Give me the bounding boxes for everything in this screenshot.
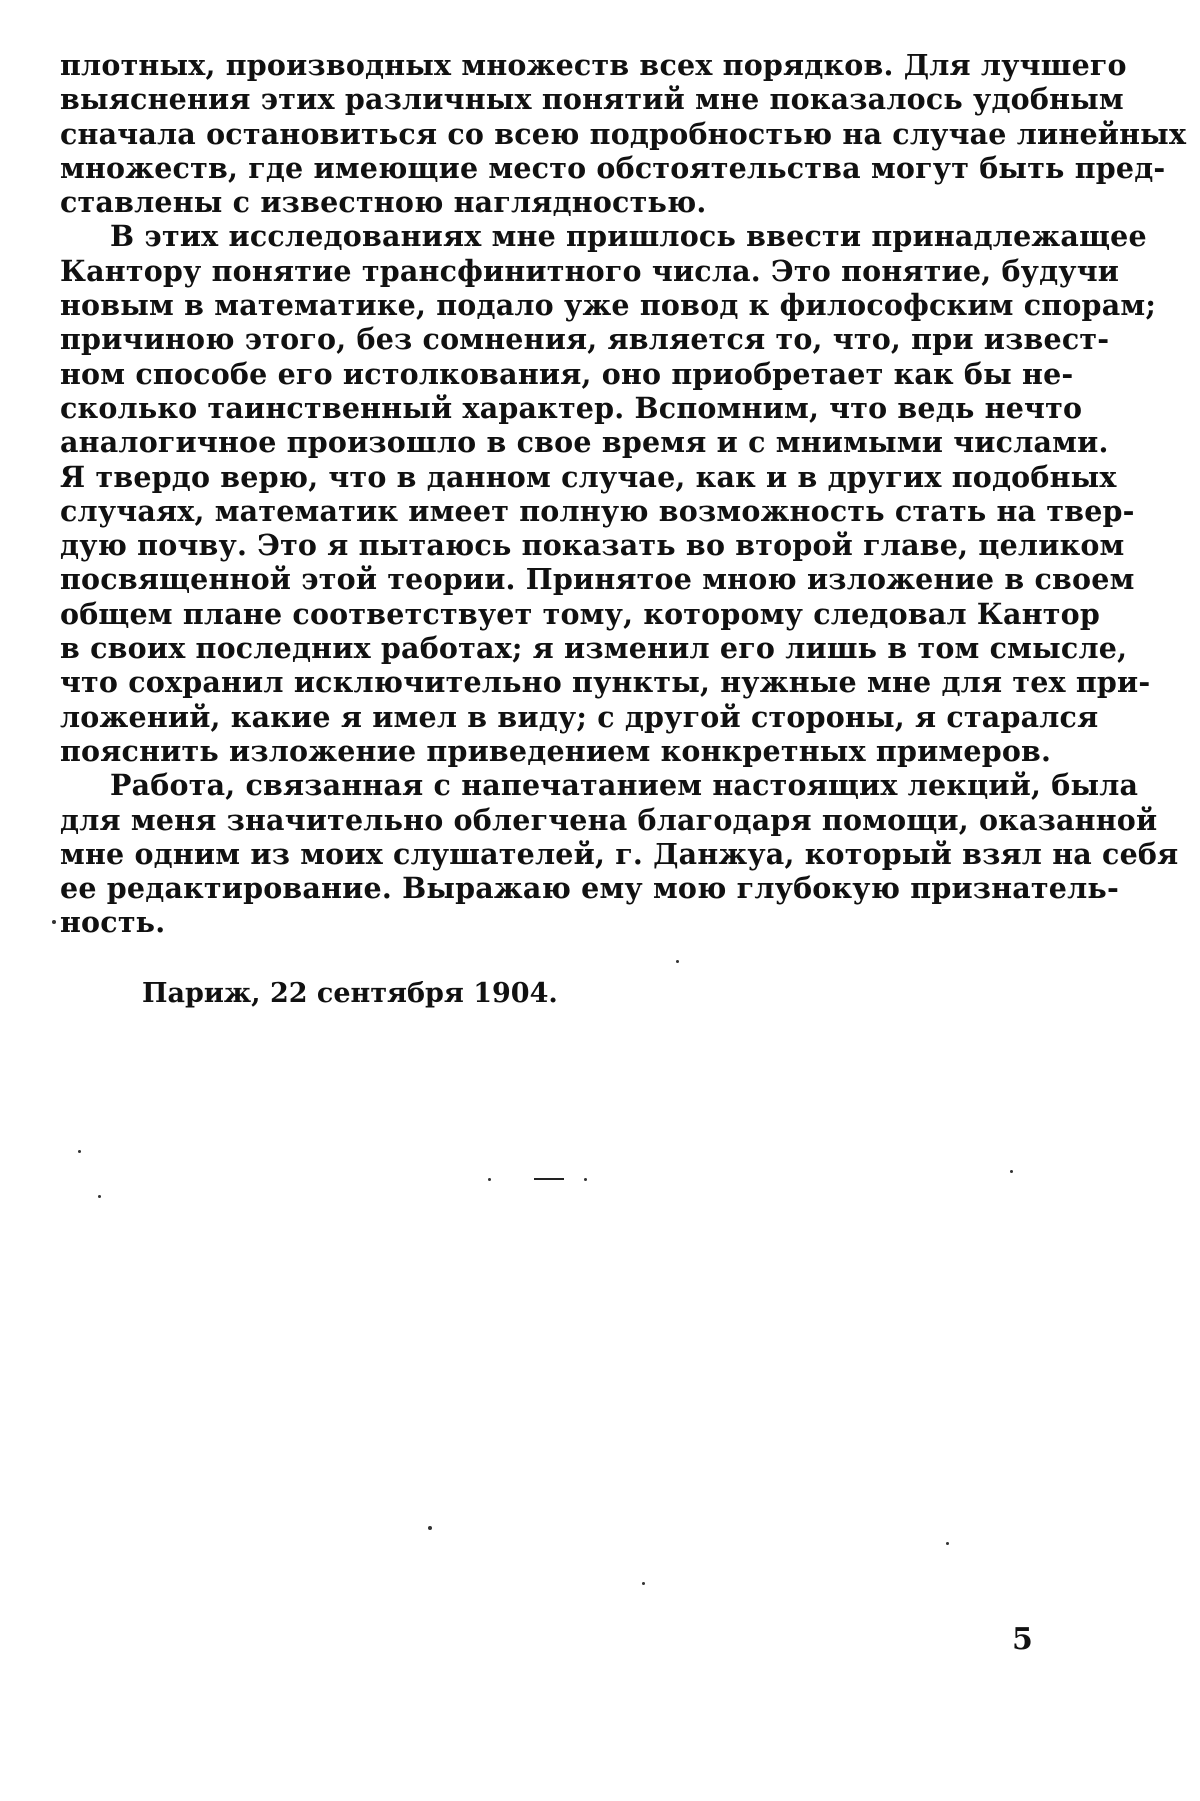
text-line: сколько таинственный характер. Вспомним, что ведь нечто [60,390,1083,425]
place-date-signature: Париж, 22 сентября 1904. [142,978,558,1009]
body-text [60,48,1187,940]
scan-speck [946,1542,949,1545]
text-line: мне одним из моих слушателей, г. Данжуа, который взял на себя [60,836,1179,871]
scan-speck [98,1195,101,1198]
paragraph-2 [60,219,1157,768]
text-line: в своих последних работах; я изменил его лишь в том смысле, [60,631,1128,666]
text-line: случаях, математик имеет полную возможность стать на твер- [60,493,1135,528]
paragraph-1 [60,48,1187,220]
scan-speck [78,1150,81,1153]
text-line: общем плане соответствует тому, которому следовал Кантор [60,596,1100,631]
paragraph-3 [60,768,1179,940]
text-line: ставлены с известною наглядностью. [60,185,707,220]
scan-speck [52,920,56,924]
scan-speck [642,1582,645,1585]
text-line: В этих исследованиях мне пришлось ввести принадлежащее [110,219,1147,254]
text-line: посвященной этой теории. Принятое мною изложение в своем [60,562,1135,597]
scan-speck [1010,1170,1013,1173]
text-line: плотных, производных множеств всех порядков. Для лучшего [60,48,1127,82]
text-line: Кантору понятие трансфинитного числа. Это понятие, будучи [60,253,1120,288]
text-line: ее редактирование. Выражаю ему мою глубокую признатель- [60,871,1119,906]
text-line: новым в математике, подало уже повод к философским спорам; [60,288,1157,323]
text-line: аналогичное произошло в свое время и с мнимыми числами. [60,425,1109,460]
text-line: для меня значительно облегчена благодаря помощи, оказанной [60,802,1158,837]
text-line: ность. [60,905,166,940]
scan-speck [488,1178,491,1181]
text-line: пояснить изложение приведением конкретных примеров. [60,733,1052,768]
text-line: Работа, связанная с напечатанием настоящих лекций, была [110,768,1139,803]
text-line: выяснения этих различных понятий мне показалось удобным [60,82,1124,117]
scan-speck [584,1178,587,1181]
text-line: причиною этого, без сомнения, является то, что, при извест- [60,322,1110,357]
text-line: сначала остановиться со всею подробностью на случае линейных [60,116,1187,151]
scan-dash [534,1178,564,1180]
text-line: дую почву. Это я пытаюсь показать во второй главе, целиком [60,528,1125,563]
text-line: что сохранил исключительно пункты, нужные мне для тех при- [60,665,1151,700]
text-line: множеств, где имеющие место обстоятельства могут быть пред- [60,150,1166,185]
text-line: ложений, какие я имел в виду; с другой стороны, я старался [60,699,1099,734]
scan-speck [676,960,679,963]
text-line: Я твердо верю, что в данном случае, как и в других подобных [60,459,1117,494]
text-line: ном способе его истолкования, оно приобретает как бы не- [60,356,1074,391]
page-number: 5 [1012,1622,1033,1657]
scan-speck [428,1526,432,1530]
